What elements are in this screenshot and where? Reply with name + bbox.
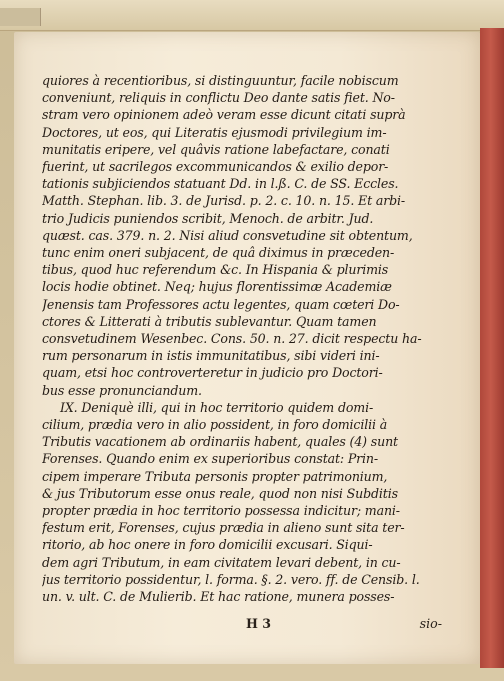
text-line: tibus, quod huc referendum &c. In Hispania & plurimis (42, 262, 389, 278)
text-line: bus esse pronunciandum. (42, 382, 202, 398)
text-line: consvetudinem Wesenbec. Cons. 50. n. 27. dicit respectu ha- (42, 331, 422, 347)
text-line: tunc enim oneri subjacent, de quâ diximus in præceden- (42, 245, 395, 261)
text-line: festum erit, Forenses, cujus prædia in alieno sunt sita ter- (42, 520, 405, 536)
text-line: Forenses. Quando enim ex superioribus constat: Prin- (42, 451, 378, 467)
text-line: quæst. cas. 379. n. 2. Nisi aliud consvetudine sit obtentum, (42, 227, 413, 243)
text-line: un. v. ult. C. de Mulierib. Et hac ratione, munera posses- (42, 589, 395, 605)
text-line: munitatis eripere, vel quâvis ratione labefactare, conati (42, 141, 390, 157)
text-line: dem agri Tributum, in eam civitatem levari debent, in cu- (42, 554, 401, 570)
text-line: jus territorio possidentur, l. forma. §. 2. vero. ff. de Censib. l. (42, 571, 420, 587)
text-line: & jus Tributorum esse onus reale, quod non nisi Subditis (42, 485, 398, 501)
book-page (14, 32, 480, 664)
text-line: tationis subjiciendos statuant Dd. in l.ß. C. de SS. Eccles. (42, 176, 399, 192)
text-line: propter prædia in hoc territorio possessa indicitur; mani- (42, 503, 400, 519)
text-line: stram vero opinionem adeò veram esse dicunt citati suprà (42, 107, 406, 123)
page-footer (28, 616, 452, 636)
viewer-top-strip (0, 0, 504, 31)
corner-tab (0, 8, 41, 26)
text-line: Doctores, ut eos, qui Literatis ejusmodi privilegium im- (42, 124, 387, 140)
text-line: locis hodie obtinet. Neq; hujus florentissimæ Academiæ (42, 279, 392, 295)
text-line: cipem imperare Tributa personis propter patrimonium, (42, 468, 388, 484)
text-line: trio Judicis puniendos scribit, Menoch. de arbitr. Jud. (42, 210, 374, 226)
text-line: Jenensis tam Professores actu legentes, quam cœteri Do- (42, 296, 400, 312)
text-line: quam, etsi hoc controverteretur in judicio pro Doctori- (42, 365, 383, 381)
catchword: sio- (419, 616, 442, 631)
text-line: Matth. Stephan. lib. 3. de Jurisd. p. 2. c. 10. n. 15. Et arbi- (42, 193, 405, 209)
text-line: ritorio, ab hoc onere in foro domicilii excusari. Siqui- (42, 537, 373, 553)
text-line: conveniunt, reliquis in conflictu Deo dante satis fiet. No- (42, 90, 395, 106)
book-binding-edge (480, 28, 504, 668)
text-line: rum personarum in istis immunitatibus, sibi videri ini- (42, 348, 380, 364)
text-line: fuerint, ut sacrilegos excommunicandos & exilio depor- (42, 159, 389, 175)
text-line: Tributis vacationem ab ordinariis habent, quales (4) sunt (42, 434, 398, 450)
text-line: ctores & Litterati à tributis sublevantur. Quam tamen (42, 313, 377, 329)
text-line: quiores à recentioribus, si distinguuntur, facile nobiscum (42, 73, 399, 88)
signature-mark: H 3 (246, 616, 272, 631)
text-line: IX. Deniquè illi, qui in hoc territorio quidem domi- (60, 399, 374, 415)
page-text-block (42, 72, 466, 605)
text-line: cilium, prædia vero in alio possident, in foro domicilii à (42, 417, 388, 433)
